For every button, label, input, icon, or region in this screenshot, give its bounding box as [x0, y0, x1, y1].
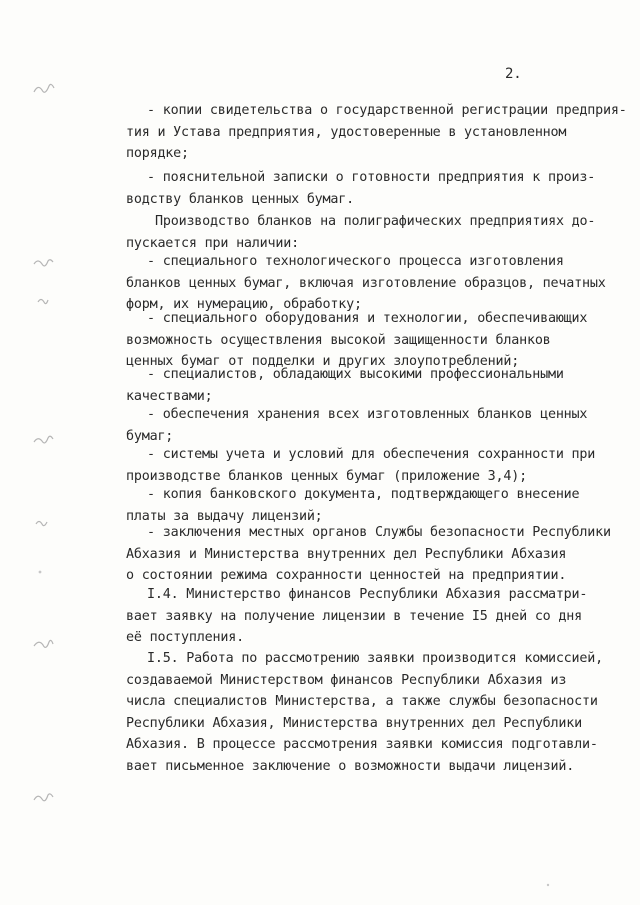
text-line: I.5. Работа по рассмотрению заявки производится комиссией, [147, 651, 603, 666]
text-line: - обеспечения хранения всех изготовленных бланков ценных [147, 407, 588, 422]
text-line: - копии свидетельства о государственной регистрации предприя- [147, 103, 627, 118]
text-line: - пояснительной записки о готовности предприятия к произ- [147, 170, 596, 185]
text-line: Абхазия. В процессе рассмотрения заявки комиссия подготавли- [126, 737, 598, 752]
text-line: - специального технологического процесса изготовления [147, 254, 564, 269]
text-line: бумаг; [126, 428, 174, 444]
text-line: производстве бланков ценных бумаг (приложение 3,4); [126, 468, 527, 484]
text-line: форм, их нумерацию, обработку; [126, 297, 362, 312]
text-line: тия и Устава предприятия, удостоверенные в установленном [126, 124, 567, 140]
text-line: бланков ценных бумаг, включая изготовление образцов, печатных [126, 275, 606, 291]
text-line: качествами; [126, 388, 213, 404]
text-line: - системы учета и условий для обеспечения сохранности при [147, 447, 596, 462]
text-line: вает заявку на получение лицензии в течение I5 дней со дня [126, 608, 582, 624]
text-line: пускается при наличии: [126, 235, 299, 251]
binding-hole-marks-icon [34, 84, 54, 800]
text-line: - заключения местных органов Службы безопасности Республики [147, 525, 611, 540]
text-line: - копия банковского документа, подтверждающего внесение [147, 487, 580, 502]
page-number: 2. [505, 66, 522, 82]
text-line: Производство бланков на полиграфических предприятиях до- [155, 214, 596, 229]
text-line: вает письменное заключение о возможности выдачи лицензий. [126, 758, 575, 774]
text-line: Абхазия и Министерства внутренних дел Республики Абхазия [126, 546, 567, 562]
text-line: - специального оборудования и технологии, обеспечивающих [147, 311, 588, 326]
scan-specks-icon [39, 571, 550, 887]
text-line: возможность осуществления высокой защищенности бланков [126, 332, 551, 348]
text-line: - специалистов, обладающих высокими профессиональными [147, 367, 564, 382]
text-line: платы за выдачу лицензий; [126, 508, 323, 524]
text-line: Республики Абхазия, Министерства внутренних дел Республики [126, 715, 582, 731]
text-line: создаваемой Министерством финансов Республики Абхазия из [126, 672, 567, 688]
text-line: ценных бумаг от подделки и других злоупотреблений; [126, 354, 520, 369]
text-line: водству бланков ценных бумаг. [126, 191, 354, 207]
text-line: I.4. Министерство финансов Республики Абхазия рассматри- [147, 587, 588, 602]
text-line: о состоянии режима сохранности ценностей на предприятии. [126, 568, 567, 583]
text-line: порядке; [126, 146, 189, 161]
text-line: числа специалистов Министерства, а также службы безопасности [126, 694, 598, 709]
text-line: её поступления. [126, 630, 244, 645]
